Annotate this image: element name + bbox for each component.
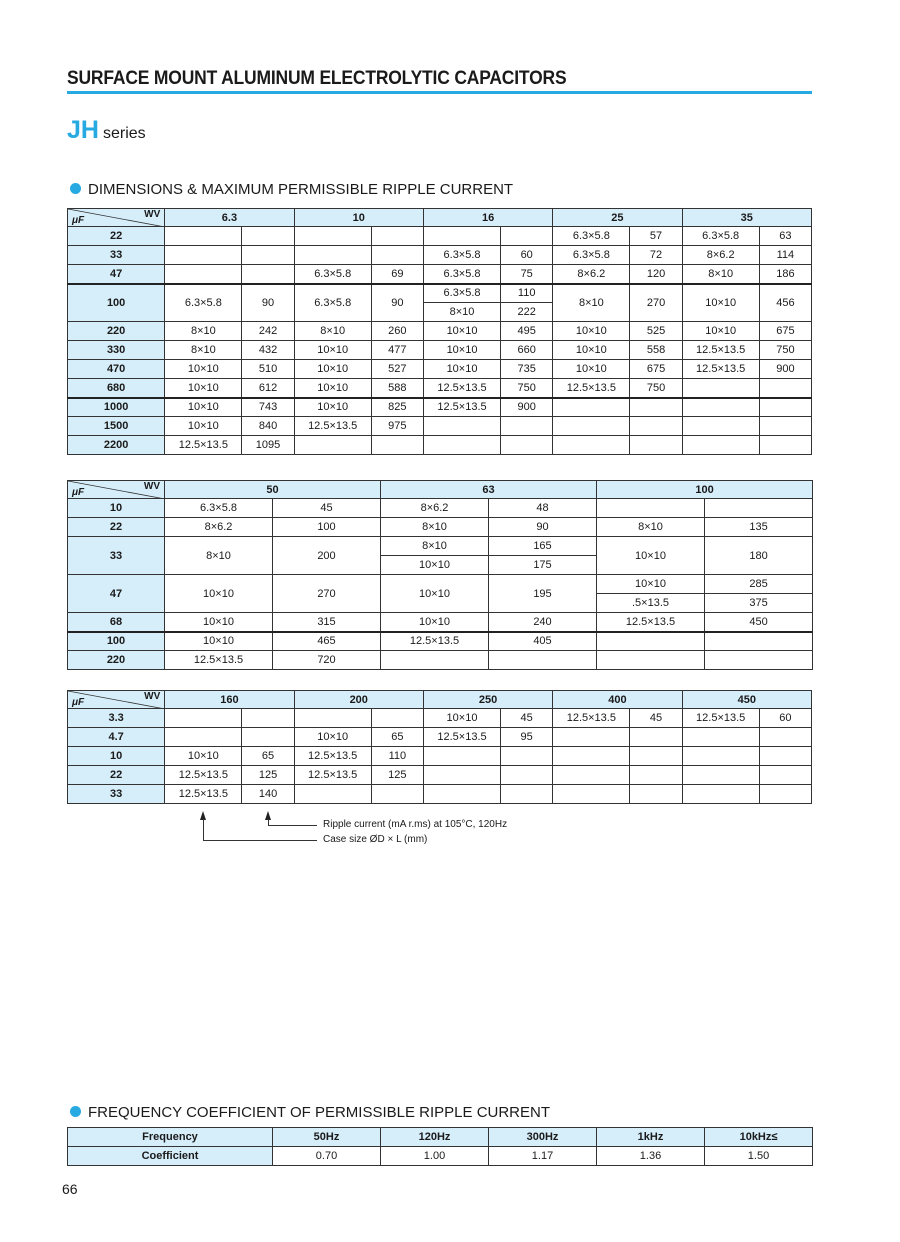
frequency-header: 120Hz xyxy=(381,1128,489,1147)
ripple-cell: 558 xyxy=(630,341,682,360)
legend-case-text: Case size ØD × L (mm) xyxy=(323,834,428,845)
ripple-cell: 114 xyxy=(759,246,811,265)
empty-cell xyxy=(630,766,682,785)
case-size-cell: 12.5×13.5 xyxy=(165,651,273,670)
voltage-header: 450 xyxy=(682,691,811,709)
empty-cell xyxy=(381,651,489,670)
ripple-cell: 110 xyxy=(501,284,553,303)
ripple-cell: 675 xyxy=(630,360,682,379)
case-size-cell: 10×10 xyxy=(165,398,242,417)
voltage-header: 25 xyxy=(553,209,682,227)
case-size-cell: 12.5×13.5 xyxy=(553,709,630,728)
capacitance-cell: 680 xyxy=(68,379,165,398)
page-number: 66 xyxy=(62,1181,78,1197)
case-size-cell: 8×10 xyxy=(423,303,500,322)
case-size-cell: 12.5×13.5 xyxy=(553,379,630,398)
ripple-cell: 735 xyxy=(501,360,553,379)
ripple-cell: 90 xyxy=(371,284,423,322)
ripple-cell: 750 xyxy=(759,341,811,360)
ripple-cell: 405 xyxy=(489,632,597,651)
capacitance-cell: 10 xyxy=(68,499,165,518)
case-size-cell: 8×6.2 xyxy=(165,518,273,537)
case-size-cell: 12.5×13.5 xyxy=(423,728,500,747)
ripple-table-mid-voltage xyxy=(67,480,813,670)
corner-cell xyxy=(68,209,165,227)
coefficient-cell: 1.00 xyxy=(381,1147,489,1166)
empty-cell xyxy=(165,709,242,728)
ripple-cell: 285 xyxy=(705,575,813,594)
empty-cell xyxy=(682,766,759,785)
empty-cell xyxy=(423,417,500,436)
empty-cell xyxy=(371,246,423,265)
empty-cell xyxy=(371,709,423,728)
case-size-cell: 12.5×13.5 xyxy=(682,709,759,728)
ripple-cell: 315 xyxy=(273,613,381,632)
empty-cell xyxy=(759,398,811,417)
empty-cell xyxy=(705,499,813,518)
capacitance-cell: 330 xyxy=(68,341,165,360)
empty-cell xyxy=(242,265,294,284)
empty-cell xyxy=(423,766,500,785)
case-size-cell: 6.3×5.8 xyxy=(165,499,273,518)
case-size-cell: 6.3×5.8 xyxy=(423,284,500,303)
ripple-cell: 65 xyxy=(371,728,423,747)
title-rule xyxy=(67,91,812,94)
capacitance-cell: 1000 xyxy=(68,398,165,417)
case-size-cell: 8×6.2 xyxy=(682,246,759,265)
ripple-cell: 588 xyxy=(371,379,423,398)
case-size-cell: 10×10 xyxy=(553,341,630,360)
capacitance-cell: 68 xyxy=(68,613,165,632)
ripple-cell: 270 xyxy=(273,575,381,613)
capacitance-cell: 47 xyxy=(68,265,165,284)
case-size-cell: 8×10 xyxy=(165,322,242,341)
ripple-cell: 175 xyxy=(489,556,597,575)
section-heading-ripple xyxy=(70,181,513,198)
series-name: JH xyxy=(67,116,99,144)
corner-uf-label: μF xyxy=(72,487,85,498)
ripple-cell: 900 xyxy=(501,398,553,417)
corner-wv-label: WV xyxy=(144,209,161,220)
ripple-cell: 125 xyxy=(371,766,423,785)
ripple-cell: 840 xyxy=(242,417,294,436)
empty-cell xyxy=(242,728,294,747)
case-size-cell: 12.5×13.5 xyxy=(294,747,371,766)
voltage-header: 400 xyxy=(553,691,682,709)
ripple-cell: 242 xyxy=(242,322,294,341)
empty-cell xyxy=(597,499,705,518)
empty-cell xyxy=(553,436,630,455)
ripple-cell: 120 xyxy=(630,265,682,284)
ripple-cell: 200 xyxy=(273,537,381,575)
ripple-cell: 495 xyxy=(501,322,553,341)
empty-cell xyxy=(423,436,500,455)
empty-cell xyxy=(682,398,759,417)
voltage-header: 50 xyxy=(165,481,381,499)
case-size-cell: 6.3×5.8 xyxy=(294,265,371,284)
ripple-cell: 135 xyxy=(705,518,813,537)
corner-uf-label: μF xyxy=(72,697,85,708)
case-size-cell: 8×6.2 xyxy=(553,265,630,284)
ripple-cell: 720 xyxy=(273,651,381,670)
coefficient-cell: 0.70 xyxy=(273,1147,381,1166)
ripple-cell: 186 xyxy=(759,265,811,284)
capacitance-cell: 47 xyxy=(68,575,165,613)
bullet-icon xyxy=(70,1106,81,1117)
voltage-header: 6.3 xyxy=(165,209,294,227)
case-size-cell: 12.5×13.5 xyxy=(682,341,759,360)
capacitance-cell: 3.3 xyxy=(68,709,165,728)
case-size-cell: 10×10 xyxy=(423,709,500,728)
empty-cell xyxy=(682,728,759,747)
ripple-cell: 660 xyxy=(501,341,553,360)
ripple-cell: 60 xyxy=(501,246,553,265)
coefficient-cell: 1.36 xyxy=(597,1147,705,1166)
empty-cell xyxy=(489,651,597,670)
empty-cell xyxy=(759,417,811,436)
ripple-cell: 140 xyxy=(242,785,294,804)
ripple-cell: 525 xyxy=(630,322,682,341)
ripple-cell: 240 xyxy=(489,613,597,632)
ripple-cell: 465 xyxy=(273,632,381,651)
case-size-cell: 10×10 xyxy=(381,575,489,613)
frequency-header: 50Hz xyxy=(273,1128,381,1147)
empty-cell xyxy=(501,785,553,804)
section-heading-frequency xyxy=(70,1104,550,1121)
case-size-cell: 10×10 xyxy=(381,556,489,575)
case-size-cell: 10×10 xyxy=(682,284,759,322)
empty-cell xyxy=(705,651,813,670)
case-size-cell: 8×10 xyxy=(165,537,273,575)
case-size-cell: 10×10 xyxy=(165,747,242,766)
bullet-icon xyxy=(70,183,81,194)
ripple-cell: 1095 xyxy=(242,436,294,455)
empty-cell xyxy=(682,436,759,455)
empty-cell xyxy=(242,246,294,265)
empty-cell xyxy=(501,747,553,766)
ripple-cell: 375 xyxy=(705,594,813,613)
empty-cell xyxy=(165,265,242,284)
case-size-cell: 10×10 xyxy=(165,360,242,379)
empty-cell xyxy=(759,728,811,747)
ripple-cell: 900 xyxy=(759,360,811,379)
case-size-cell: 10×10 xyxy=(423,360,500,379)
case-size-cell: 8×10 xyxy=(597,518,705,537)
voltage-header: 100 xyxy=(597,481,813,499)
ripple-cell: 57 xyxy=(630,227,682,246)
case-size-cell: 12.5×13.5 xyxy=(294,766,371,785)
case-size-cell: 12.5×13.5 xyxy=(165,766,242,785)
ripple-cell: 165 xyxy=(489,537,597,556)
case-size-cell: 6.3×5.8 xyxy=(682,227,759,246)
page-title: SURFACE MOUNT ALUMINUM ELECTROLYTIC CAPACITORS xyxy=(67,68,567,89)
corner-cell xyxy=(68,691,165,709)
capacitance-cell: 33 xyxy=(68,537,165,575)
capacitance-cell: 2200 xyxy=(68,436,165,455)
ripple-cell: 45 xyxy=(501,709,553,728)
capacitance-cell: 33 xyxy=(68,785,165,804)
capacitance-cell: 4.7 xyxy=(68,728,165,747)
corner-wv-label: WV xyxy=(143,481,160,492)
empty-cell xyxy=(165,728,242,747)
case-size-cell: 10×10 xyxy=(553,360,630,379)
case-size-cell: 12.5×13.5 xyxy=(165,785,242,804)
case-size-cell: 12.5×13.5 xyxy=(597,613,705,632)
capacitance-cell: 33 xyxy=(68,246,165,265)
coefficient-cell: 1.17 xyxy=(489,1147,597,1166)
voltage-header: 160 xyxy=(165,691,294,709)
ripple-cell: 65 xyxy=(242,747,294,766)
voltage-header: 35 xyxy=(682,209,811,227)
case-size-cell: 10×10 xyxy=(294,398,371,417)
empty-cell xyxy=(759,785,811,804)
ripple-cell: 675 xyxy=(759,322,811,341)
case-size-cell: 10×10 xyxy=(165,575,273,613)
ripple-cell: 75 xyxy=(501,265,553,284)
case-size-cell: 8×10 xyxy=(294,322,371,341)
empty-cell xyxy=(423,785,500,804)
section-heading-frequency-text: FREQUENCY COEFFICIENT OF PERMISSIBLE RIPPLE CURRENT xyxy=(88,1104,551,1121)
voltage-header: 200 xyxy=(294,691,423,709)
empty-cell xyxy=(682,417,759,436)
case-size-cell: 10×10 xyxy=(294,379,371,398)
empty-cell xyxy=(630,785,682,804)
leader-line xyxy=(203,840,317,841)
case-size-cell: 10×10 xyxy=(597,575,705,594)
empty-cell xyxy=(682,379,759,398)
frequency-row-label: Frequency xyxy=(68,1128,273,1147)
case-size-cell: 8×10 xyxy=(381,537,489,556)
empty-cell xyxy=(501,766,553,785)
leader-line xyxy=(203,819,204,840)
case-size-cell: 12.5×13.5 xyxy=(294,417,371,436)
empty-cell xyxy=(501,436,553,455)
ripple-cell: 69 xyxy=(371,265,423,284)
ripple-cell: 95 xyxy=(501,728,553,747)
series-word: series xyxy=(102,125,146,142)
leader-line xyxy=(268,825,317,826)
empty-cell xyxy=(682,747,759,766)
case-size-cell: 10×10 xyxy=(553,322,630,341)
ripple-cell: 270 xyxy=(630,284,682,322)
ripple-cell: 90 xyxy=(489,518,597,537)
empty-cell xyxy=(630,747,682,766)
empty-cell xyxy=(294,436,371,455)
ripple-cell: 125 xyxy=(242,766,294,785)
ripple-cell: 90 xyxy=(242,284,294,322)
empty-cell xyxy=(759,379,811,398)
voltage-header: 16 xyxy=(423,209,552,227)
case-size-cell: 6.3×5.8 xyxy=(165,284,242,322)
ripple-cell: 60 xyxy=(759,709,811,728)
frequency-coefficient-table xyxy=(67,1127,813,1166)
case-size-cell: 12.5×13.5 xyxy=(423,398,500,417)
empty-cell xyxy=(630,436,682,455)
section-heading-ripple-text: DIMENSIONS & MAXIMUM PERMISSIBLE RIPPLE CURRENT xyxy=(88,181,514,198)
voltage-header: 10 xyxy=(294,209,423,227)
case-size-cell: 8×10 xyxy=(682,265,759,284)
ripple-cell: 110 xyxy=(371,747,423,766)
empty-cell xyxy=(371,436,423,455)
case-size-cell: 8×10 xyxy=(165,341,242,360)
empty-cell xyxy=(294,709,371,728)
capacitance-cell: 100 xyxy=(68,632,165,651)
ripple-cell: 510 xyxy=(242,360,294,379)
capacitance-cell: 470 xyxy=(68,360,165,379)
ripple-cell: 750 xyxy=(630,379,682,398)
empty-cell xyxy=(553,728,630,747)
empty-cell xyxy=(553,747,630,766)
empty-cell xyxy=(630,728,682,747)
corner-wv-label: WV xyxy=(144,691,161,702)
case-size-cell: 12.5×13.5 xyxy=(682,360,759,379)
ripple-cell: 260 xyxy=(371,322,423,341)
case-size-cell: 10×10 xyxy=(165,613,273,632)
case-size-cell: 6.3×5.8 xyxy=(423,265,500,284)
case-size-cell: 6.3×5.8 xyxy=(294,284,371,322)
frequency-header: 1kHz xyxy=(597,1128,705,1147)
ripple-cell: 975 xyxy=(371,417,423,436)
voltage-header: 63 xyxy=(381,481,597,499)
empty-cell xyxy=(371,785,423,804)
capacitance-cell: 1500 xyxy=(68,417,165,436)
ripple-cell: 45 xyxy=(273,499,381,518)
capacitance-cell: 22 xyxy=(68,766,165,785)
ripple-cell: 45 xyxy=(630,709,682,728)
empty-cell xyxy=(165,246,242,265)
legend-ripple-text: Ripple current (mA r.ms) at 105°C, 120Hz xyxy=(323,819,508,830)
capacitance-cell: 10 xyxy=(68,747,165,766)
voltage-header: 250 xyxy=(423,691,552,709)
case-size-cell: 10×10 xyxy=(165,379,242,398)
ripple-cell: 612 xyxy=(242,379,294,398)
empty-cell xyxy=(759,766,811,785)
empty-cell xyxy=(682,785,759,804)
ripple-cell: 450 xyxy=(705,613,813,632)
case-size-cell: 8×10 xyxy=(381,518,489,537)
ripple-cell: 456 xyxy=(759,284,811,322)
empty-cell xyxy=(165,227,242,246)
ripple-cell: 72 xyxy=(630,246,682,265)
case-size-cell: 12.5×13.5 xyxy=(381,632,489,651)
ripple-cell: 100 xyxy=(273,518,381,537)
ripple-cell: 48 xyxy=(489,499,597,518)
frequency-header: 300Hz xyxy=(489,1128,597,1147)
ripple-cell: 743 xyxy=(242,398,294,417)
ripple-cell: 432 xyxy=(242,341,294,360)
ripple-cell: 222 xyxy=(501,303,553,322)
ripple-table-high-voltage xyxy=(67,690,812,804)
capacitance-cell: 22 xyxy=(68,518,165,537)
case-size-cell: 6.3×5.8 xyxy=(553,246,630,265)
empty-cell xyxy=(597,651,705,670)
empty-cell xyxy=(553,785,630,804)
case-size-cell: 10×10 xyxy=(294,728,371,747)
case-size-cell: 10×10 xyxy=(423,322,500,341)
empty-cell xyxy=(294,246,371,265)
ripple-cell: 477 xyxy=(371,341,423,360)
ripple-cell: 63 xyxy=(759,227,811,246)
capacitance-cell: 100 xyxy=(68,284,165,322)
case-size-cell: 10×10 xyxy=(381,613,489,632)
ripple-table-low-voltage xyxy=(67,208,812,455)
empty-cell xyxy=(294,227,371,246)
empty-cell xyxy=(759,436,811,455)
empty-cell xyxy=(294,785,371,804)
empty-cell xyxy=(553,398,630,417)
capacitance-cell: 220 xyxy=(68,322,165,341)
case-size-cell: 6.3×5.8 xyxy=(423,246,500,265)
case-size-cell: 10×10 xyxy=(294,341,371,360)
corner-cell xyxy=(68,481,165,499)
frequency-header: 10kHz≤ xyxy=(705,1128,813,1147)
case-size-cell: 10×10 xyxy=(682,322,759,341)
case-size-cell: 8×6.2 xyxy=(381,499,489,518)
empty-cell xyxy=(705,632,813,651)
empty-cell xyxy=(597,632,705,651)
empty-cell xyxy=(423,227,500,246)
case-size-cell: 10×10 xyxy=(165,417,242,436)
ripple-cell: 195 xyxy=(489,575,597,613)
corner-uf-label: μF xyxy=(72,215,85,226)
coefficient-row-label: Coefficient xyxy=(68,1147,273,1166)
empty-cell xyxy=(242,227,294,246)
ripple-cell: 527 xyxy=(371,360,423,379)
case-size-cell: .5×13.5 xyxy=(597,594,705,613)
series-label xyxy=(67,116,146,145)
ripple-cell: 180 xyxy=(705,537,813,575)
empty-cell xyxy=(501,227,553,246)
case-size-cell: 12.5×13.5 xyxy=(165,436,242,455)
empty-cell xyxy=(501,417,553,436)
case-size-cell: 6.3×5.8 xyxy=(553,227,630,246)
empty-cell xyxy=(371,227,423,246)
empty-cell xyxy=(242,709,294,728)
case-size-cell: 12.5×13.5 xyxy=(423,379,500,398)
capacitance-cell: 22 xyxy=(68,227,165,246)
empty-cell xyxy=(553,766,630,785)
case-size-cell: 10×10 xyxy=(294,360,371,379)
ripple-cell: 825 xyxy=(371,398,423,417)
case-size-cell: 8×10 xyxy=(553,284,630,322)
case-size-cell: 10×10 xyxy=(165,632,273,651)
empty-cell xyxy=(759,747,811,766)
case-size-cell: 10×10 xyxy=(423,341,500,360)
coefficient-cell: 1.50 xyxy=(705,1147,813,1166)
capacitance-cell: 220 xyxy=(68,651,165,670)
empty-cell xyxy=(423,747,500,766)
empty-cell xyxy=(630,398,682,417)
empty-cell xyxy=(630,417,682,436)
case-size-cell: 10×10 xyxy=(597,537,705,575)
ripple-cell: 750 xyxy=(501,379,553,398)
empty-cell xyxy=(553,417,630,436)
